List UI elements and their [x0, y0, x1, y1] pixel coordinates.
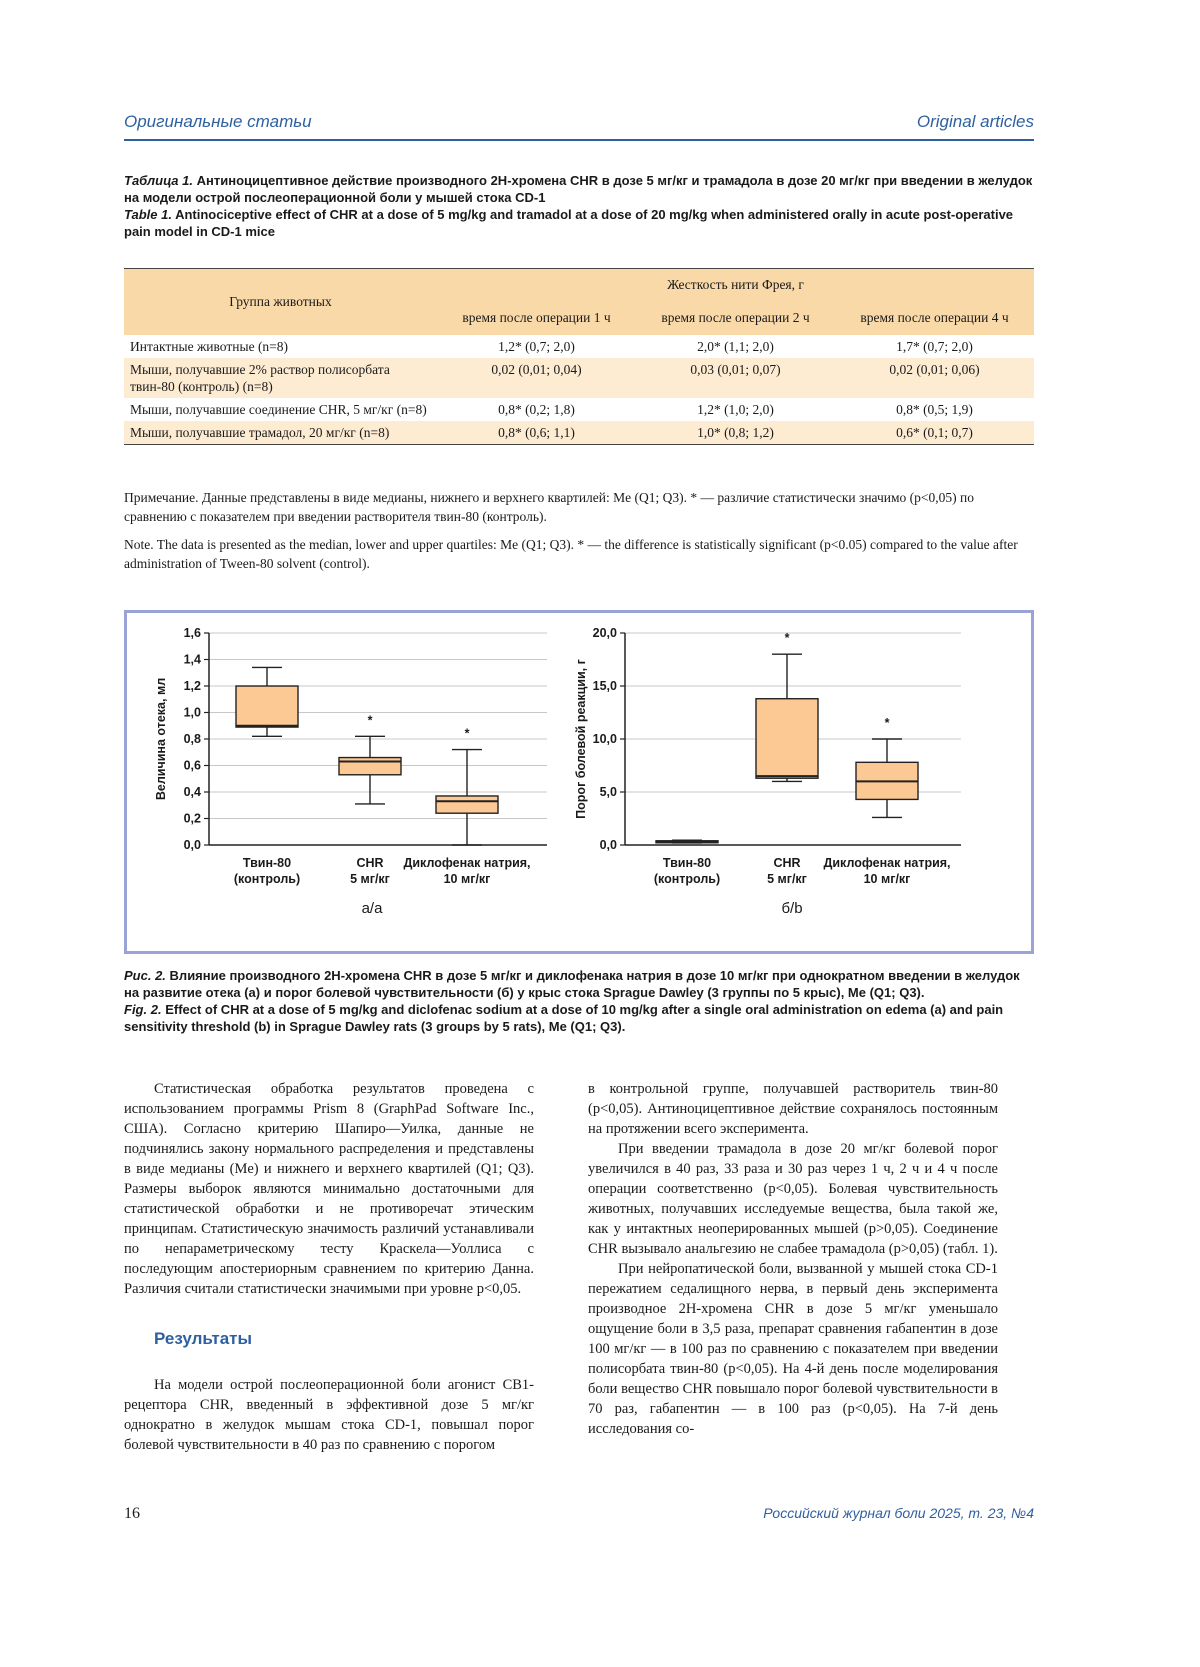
- x-tick-label: (контроль): [233, 872, 301, 886]
- figure-caption: [124, 967, 1034, 1035]
- header-rule: [124, 139, 1034, 141]
- row-group: Мыши, получавшие соединение CHR, 5 мг/кг (n=8): [124, 398, 437, 421]
- col-header-4h: время после операции 4 ч: [835, 301, 1034, 335]
- table-row: [124, 358, 1034, 398]
- cell-value: 0,8* (0,6; 1,1): [437, 421, 636, 445]
- cell-value: 1,2* (0,7; 2,0): [437, 335, 636, 358]
- body-column-right: [588, 1079, 998, 1439]
- running-header-right: Original articles: [916, 112, 1034, 131]
- row-group: Мыши, получавшие 2% раствор полисорбата твин-80 (контроль) (n=8): [124, 358, 437, 398]
- cell-value: 1,7* (0,7; 2,0): [835, 335, 1034, 358]
- y-axis-label: Порог болевой реакции, г: [574, 659, 588, 819]
- x-tick-label: 10 мг/кг: [863, 872, 911, 886]
- x-tick-label: 10 мг/кг: [443, 872, 491, 886]
- box: [339, 758, 401, 775]
- running-header-left: Оригинальные статьи: [124, 112, 312, 131]
- x-tick-label: 5 мг/кг: [767, 872, 807, 886]
- col-header-group: Группа животных: [124, 269, 437, 335]
- box: [756, 699, 818, 779]
- panel-label: б/b: [781, 900, 803, 917]
- cell-value: 2,0* (1,1; 2,0): [636, 335, 835, 358]
- paragraph: На модели острой послеоперационной боли агонист CB1-рецептора CHR, введенный в эффективной дозе 5 мг/кг однократно в желудок мышам стока CD-1, повышал порог болевой чувствительности в 40 раз по сравнению с порогом: [124, 1377, 534, 1453]
- y-axis-label: Величина отека, мл: [154, 677, 168, 801]
- x-tick-label: CHR: [773, 856, 801, 870]
- significance-marker: *: [884, 716, 890, 730]
- row-group: Интактные животные (n=8): [124, 335, 437, 358]
- cell-value: 0,03 (0,01; 0,07): [636, 358, 835, 398]
- table-caption-en: Table 1. Antinociceptive effect of CHR at a dose of 5 mg/kg and tramadol at a dose of 20 mg/kg when administered orally in acute post-operative pain model in CD-1 mice: [124, 207, 1014, 239]
- col-header-measure: Жесткость нити Фрея, г: [437, 269, 1034, 301]
- x-tick-label: 5 мг/кг: [350, 872, 390, 886]
- box: [236, 686, 298, 727]
- table-caption-ru: Таблица 1. Антиноцицептивное действие производного 2H-хромена CHR в дозе 5 мг/кг и трамадола в дозе 20 мг/кг при введении в желудок на модели острой послеоперационной боли у мышей стока CD-1: [124, 173, 1033, 205]
- y-tick-label: 0,8: [183, 732, 201, 746]
- y-tick-label: 1,2: [183, 679, 201, 693]
- table-row: [124, 398, 1034, 421]
- y-tick-label: 1,0: [183, 705, 201, 720]
- journal-title: Российский журнал боли 2025, т. 23, №4: [763, 1505, 1034, 1521]
- box-plots: [127, 613, 1031, 951]
- cell-value: 1,0* (0,8; 1,2): [636, 421, 835, 445]
- table-caption: [124, 172, 1034, 240]
- y-tick-label: 15,0: [592, 679, 617, 693]
- paragraph: Статистическая обработка результатов проведена с использованием программы Prism 8 (GraphPad Software Inc., США). Согласно критерию Шапиро—Уилка, данные не подчинялись закону нормального распределения и представлены в виде медианы (Me) и нижнего и верхнего квартилей (Q1; Q3). Размеры выборок являются минимально достаточными для статистической обработки и не противоречат этическим принципам. Статистическую значимость различий устанавливали по непараметрическому тесту Краскела—Уоллиса с последующим апостериорным сравнением по критерию Данна. Различия считали статистически значимыми при уровне p<0,05.: [124, 1081, 534, 1297]
- x-tick-label: (контроль): [653, 872, 721, 886]
- body-column-left: [124, 1079, 534, 1455]
- figure-caption-en: Fig. 2. Effect of CHR at a dose of 5 mg/kg and diclofenac sodium at a dose of 10 mg/kg after a single oral administration on edema (a) and pain sensitivity threshold (b) in Sprague Dawley rats (3 groups by 5 rats), Me (Q1; Q3).: [124, 1002, 1004, 1034]
- x-tick-label: Твин-80: [242, 856, 292, 870]
- col-header-2h: время после операции 2 ч: [636, 301, 835, 335]
- cell-value: 0,02 (0,01; 0,04): [437, 358, 636, 398]
- table-row: [124, 421, 1034, 445]
- x-tick-label: Диклофенак натрия,: [823, 856, 951, 870]
- figure-caption-ru: Рис. 2. Влияние производного 2H-хромена CHR в дозе 5 мг/кг и диклофенака натрия в дозе 10 мг/кг при однократном введении в желудок на развитие отека (а) и порог болевой чувствительности (б) у крыс стока Sprague Dawley (3 группы по 5 крыс), Me (Q1; Q3).: [124, 968, 1020, 1000]
- row-group: Мыши, получавшие трамадол, 20 мг/кг (n=8): [124, 421, 437, 445]
- cell-value: 0,6* (0,1; 0,7): [835, 421, 1034, 445]
- cell-value: 1,2* (1,0; 2,0): [636, 398, 835, 421]
- significance-marker: *: [367, 713, 373, 728]
- page-number: 16: [124, 1505, 140, 1522]
- y-tick-label: 1,6: [183, 626, 201, 640]
- y-tick-label: 5,0: [599, 785, 617, 799]
- paragraph: При нейропатической боли, вызванной у мышей стока CD-1 пережатием седалищного нерва, в первый день эксперимента производное 2H-хромена CHR в дозе 5 мг/кг уменьшало ощущение боли в 3,5 раза, препарат сравнения габапентин в дозе 100 мг/кг — в 100 раз по сравнению с показателем при введении полисорбата твин-80 (p<0,05). На 4-й день после моделирования боли вещество CHR повышало порог болевой чувствительности в 70 раз, габапентин — в 100 раз (p<0,05). На 7-й день исследования со-: [588, 1261, 998, 1437]
- x-tick-label: Твин-80: [662, 856, 712, 870]
- y-tick-label: 0,6: [183, 758, 201, 773]
- panel-label: а/a: [361, 900, 383, 917]
- y-tick-label: 0,0: [599, 838, 617, 852]
- cell-value: 0,02 (0,01; 0,06): [835, 358, 1034, 398]
- y-tick-label: 0,4: [183, 785, 201, 799]
- data-table: [124, 268, 1034, 445]
- x-tick-label: CHR: [356, 856, 384, 870]
- y-tick-label: 0,0: [183, 838, 201, 852]
- significance-marker: *: [464, 726, 470, 741]
- cell-value: 0,8* (0,5; 1,9): [835, 398, 1034, 421]
- y-tick-label: 10,0: [592, 732, 617, 746]
- col-header-1h: время после операции 1 ч: [437, 301, 636, 335]
- table-note-ru: Примечание. Данные представлены в виде медианы, нижнего и верхнего квартилей: Me (Q1; Q3). * — различие статистически значимо (p<0,05) по сравнению с показателем при введении растворителя твин-80 (контроль).: [124, 490, 975, 524]
- y-tick-label: 1,4: [183, 652, 201, 667]
- significance-marker: *: [784, 631, 790, 646]
- y-tick-label: 0,2: [183, 811, 201, 826]
- section-heading-results: Результаты: [154, 1329, 253, 1348]
- table-row: [124, 335, 1034, 358]
- y-tick-label: 20,0: [592, 626, 617, 640]
- x-tick-label: Диклофенак натрия,: [403, 856, 531, 870]
- paragraph: в контрольной группе, получавшей растворитель твин-80 (p<0,05). Антиноцицептивное действие сохранялось постоянным на протяжении всего эксперимента.: [588, 1081, 998, 1137]
- table-note-en: Note. The data is presented as the median, lower and upper quartiles: Me (Q1; Q3). * — the difference is statistically significant (p<0.05) compared to the value after administration of Tween-80 solvent (control).: [124, 537, 1018, 571]
- paragraph: При введении трамадола в дозе 20 мг/кг болевой порог увеличился в 40 раз, 33 раза и 30 раз через 1 ч, 2 ч и 4 ч после операции соответственно (p<0,05). Болевая чувствительность животных, получавших исследуемые вещества, была такой же, как у интактных неоперированных мышей (p>0,05). Соединение CHR вызывало анальгезию не слабее трамадола (p>0,05) (табл. 1).: [588, 1141, 998, 1257]
- box: [436, 796, 498, 813]
- figure-2: [124, 610, 1034, 954]
- cell-value: 0,8* (0,2; 1,8): [437, 398, 636, 421]
